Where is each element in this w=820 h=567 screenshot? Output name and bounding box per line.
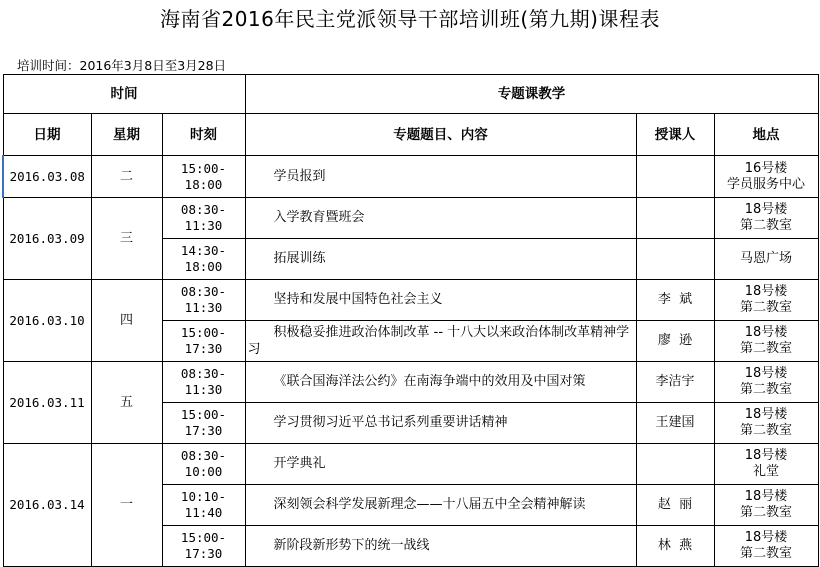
location-line-2: 第二教室 [739, 382, 792, 397]
lecturer-cell [636, 198, 714, 239]
location-line-1: 18号楼 [744, 489, 788, 504]
col-header-topic: 专题题目、内容 [245, 114, 636, 156]
time-cell: 15:00-18:00 [162, 156, 245, 198]
time-cell: 14:30-18:00 [162, 239, 245, 280]
topic-cell: 《联合国海洋法公约》在南海争端中的效用及中国对策 [245, 362, 636, 403]
lecturer-cell: 李洁宇 [636, 362, 714, 403]
topic-cell: 入学教育暨班会 [245, 198, 636, 239]
weekday-cell: 一 [91, 444, 162, 567]
location-cell [714, 362, 818, 403]
date-cell: 2016.03.14 [3, 444, 91, 567]
location-cell [714, 198, 818, 239]
location-line-1: 18号楼 [744, 366, 788, 381]
time-cell: 15:00-17:30 [162, 526, 245, 567]
location-cell [714, 444, 818, 485]
date-cell: 2016.03.09 [3, 198, 91, 280]
lecturer-cell: 王建国 [636, 403, 714, 444]
weekday-cell: 四 [91, 280, 162, 362]
location-cell [714, 526, 818, 567]
location-line-2: 第二教室 [739, 546, 792, 561]
location-line-1: 马恩广场 [739, 251, 792, 266]
location-cell [714, 156, 818, 198]
lecturer-cell: 廖 逊 [636, 321, 714, 362]
location-line-2: 学员服务中心 [726, 176, 805, 192]
table-row [3, 198, 818, 239]
location-line-1: 18号楼 [744, 407, 788, 422]
location-line-1: 16号楼 [744, 160, 788, 176]
col-header-lecturer: 授课人 [636, 114, 714, 156]
topic-cell: 学习贯彻习近平总书记系列重要讲话精神 [245, 403, 636, 444]
col-header-date: 日期 [3, 114, 91, 156]
table-row [3, 444, 818, 485]
column-header-row [3, 114, 818, 156]
location-line-2: 第二教室 [739, 218, 792, 233]
col-header-slot: 时刻 [162, 114, 245, 156]
topic-cell: 拓展训练 [245, 239, 636, 280]
lecturer-cell [636, 239, 714, 280]
group-header-teaching: 专题课教学 [245, 75, 818, 114]
time-cell: 08:30-11:30 [162, 280, 245, 321]
location-line-1: 18号楼 [744, 448, 788, 463]
location-line-1: 18号楼 [744, 530, 788, 545]
lecturer-cell: 李 斌 [636, 280, 714, 321]
table-row [3, 280, 818, 321]
location-line-1: 18号楼 [744, 202, 788, 217]
location-cell [714, 239, 818, 280]
location-cell [714, 321, 818, 362]
location-line-1: 18号楼 [744, 284, 788, 299]
group-header-row [3, 75, 818, 114]
schedule-body [3, 75, 818, 567]
location-line-2: 礼堂 [752, 464, 779, 479]
date-cell: 2016.03.11 [3, 362, 91, 444]
topic-cell: 学员报到 [245, 156, 636, 198]
location-line-2: 第二教室 [739, 505, 792, 520]
topic-cell: 坚持和发展中国特色社会主义 [245, 280, 636, 321]
location-cell [714, 485, 818, 526]
schedule-table [2, 74, 819, 567]
topic-cell: 深刻领会科学发展新理念——十八届五中全会精神解读 [245, 485, 636, 526]
location-line-2: 第二教室 [739, 300, 792, 315]
col-header-weekday: 星期 [91, 114, 162, 156]
location-line-2: 第二教室 [739, 341, 792, 356]
table-row [3, 156, 818, 198]
location-cell [714, 403, 818, 444]
topic-cell: 新阶段新形势下的统一战线 [245, 526, 636, 567]
lecturer-cell: 林 燕 [636, 526, 714, 567]
location-line-2: 第二教室 [739, 423, 792, 438]
time-cell: 15:00-17:30 [162, 321, 245, 362]
col-header-location: 地点 [714, 114, 818, 156]
time-cell: 15:00-17:30 [162, 403, 245, 444]
lecturer-cell [636, 444, 714, 485]
page-title: 海南省2016年民主党派领导干部培训班(第九期)课程表 [159, 7, 660, 31]
weekday-cell: 五 [91, 362, 162, 444]
weekday-cell: 二 [91, 156, 162, 198]
time-cell: 08:30-11:30 [162, 198, 245, 239]
lecturer-cell [636, 156, 714, 198]
time-cell: 08:30-10:00 [162, 444, 245, 485]
table-row [3, 362, 818, 403]
topic-cell: 积极稳妥推进政治体制改革 -- 十八大以来政治体制改革精神学习 [245, 321, 636, 362]
date-cell: 2016.03.10 [3, 280, 91, 362]
topic-cell: 开学典礼 [245, 444, 636, 485]
lecturer-cell: 赵 丽 [636, 485, 714, 526]
weekday-cell: 三 [91, 198, 162, 280]
time-cell: 08:30-11:30 [162, 362, 245, 403]
date-cell: 2016.03.08 [3, 156, 91, 198]
group-header-time: 时间 [3, 75, 245, 114]
training-period: 培训时间：2016年3月8日至3月28日 [17, 58, 227, 73]
time-cell: 10:10-11:40 [162, 485, 245, 526]
location-cell [714, 280, 818, 321]
location-line-1: 18号楼 [744, 325, 788, 340]
